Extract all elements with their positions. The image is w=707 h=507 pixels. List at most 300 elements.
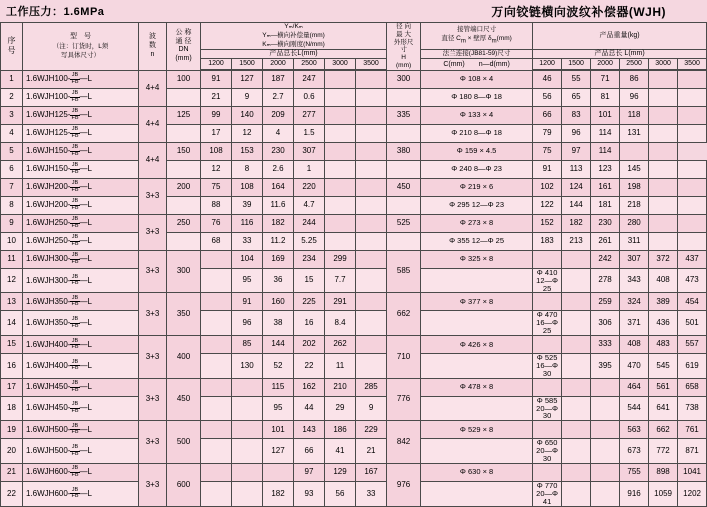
table-row <box>1 336 707 354</box>
cell-length-3500 <box>356 311 387 336</box>
cell-seq: 19 <box>1 421 23 439</box>
cell-wave-count: 4+4 <box>139 142 167 178</box>
cell-seq: 14 <box>1 311 23 336</box>
cell-length-3500: 167 <box>356 463 387 481</box>
cell-length-3500 <box>356 178 387 196</box>
cell-weight-1500 <box>562 311 591 336</box>
cell-length-2000: 169 <box>263 250 294 268</box>
cell-flange: Φ 240 8—Φ 23 <box>421 160 533 178</box>
table-row <box>1 88 707 106</box>
cell-weight-3000: 662 <box>649 421 678 439</box>
cell-weight-2500: 755 <box>620 463 649 481</box>
table-body <box>1 70 707 506</box>
cell-length-2000: 95 <box>263 396 294 421</box>
page-title: 万向铰链横向波纹补偿器(WJH) <box>491 4 666 19</box>
cell-weight-1500: 65 <box>562 88 591 106</box>
cell-length-3500 <box>356 232 387 250</box>
cell-seq: 6 <box>1 160 23 178</box>
flange-col-label: C(mm) n—d(mm) <box>421 58 533 70</box>
cell-length-3000 <box>325 178 356 196</box>
cell-dn: 250 <box>167 214 201 232</box>
cell-length-2000: 127 <box>263 439 294 464</box>
len-head-3000: 3000 <box>325 58 356 69</box>
cell-seq: 18 <box>1 396 23 421</box>
cell-flange: Φ 770 20—Φ 41 <box>533 481 562 506</box>
cell-length-1500 <box>232 439 263 464</box>
cell-length-3500 <box>356 268 387 293</box>
table-row <box>1 70 707 88</box>
cell-length-3500 <box>356 70 387 88</box>
col-dn: 公 称 通 径 DN (mm) <box>167 23 201 71</box>
cell-length-2500: 0.6 <box>294 88 325 106</box>
cell-dn: 500 <box>167 421 201 464</box>
cell-weight-2500: 408 <box>620 336 649 354</box>
cell-weight-3000: 436 <box>649 311 678 336</box>
cell-weight-1500: 144 <box>562 196 591 214</box>
cell-dn: 100 <box>167 70 201 88</box>
cell-length-1200 <box>201 421 232 439</box>
cell-length-3000: 29 <box>325 396 356 421</box>
cell-weight-1500: 83 <box>562 106 591 124</box>
cell-seq: 3 <box>1 106 23 124</box>
cell-weight-3000: 898 <box>649 463 678 481</box>
cell-length-3500 <box>356 250 387 268</box>
cell-flange: Φ 273 × 8 <box>421 214 533 232</box>
cell-weight-1500 <box>562 463 591 481</box>
cell-length-2000: 4 <box>263 124 294 142</box>
cell-wave-count: 4+4 <box>139 106 167 142</box>
table-row <box>1 268 707 293</box>
cell-weight-2000 <box>591 378 620 396</box>
col-weight-title: 产品重量(kg) <box>533 23 707 50</box>
cell-weight-1200: 46 <box>533 70 562 88</box>
cell-length-1500: 85 <box>232 336 263 354</box>
cell-length-1200 <box>201 378 232 396</box>
cell-seq: 17 <box>1 378 23 396</box>
cell-weight-1500 <box>562 481 591 506</box>
cell-weight-1200: 152 <box>533 214 562 232</box>
ykm-ratio: Yₘ/Kₘ <box>284 23 303 30</box>
cell-h <box>421 354 533 379</box>
cell-weight-2500: 280 <box>620 214 649 232</box>
cell-model: 1.6WJH200- $\frac{JB}{FB}$ —L <box>23 178 139 196</box>
cell-flange: Φ 426 × 8 <box>421 336 533 354</box>
cell-weight-3500: 619 <box>678 354 707 379</box>
cell-length-1500: 116 <box>232 214 263 232</box>
cell-length-1200: 88 <box>201 196 232 214</box>
cell-length-2000: 101 <box>263 421 294 439</box>
cell-length-2000: 160 <box>263 293 294 311</box>
cell-length-2500: 143 <box>294 421 325 439</box>
cell-length-2500: 97 <box>294 463 325 481</box>
cell-model: 1.6WJH250- $\frac{JB}{FB}$ —L <box>23 214 139 232</box>
cell-weight-2000 <box>591 481 620 506</box>
cell-weight-3500 <box>678 88 707 106</box>
cell-length-2000: 230 <box>263 142 294 160</box>
cell-model: 1.6WJH250- $\frac{JB}{FB}$ —L <box>23 232 139 250</box>
cell-weight-3000 <box>649 178 678 196</box>
col-model: 型 号 （注：订货时，L须 写具体尺寸） <box>23 23 139 71</box>
cell-weight-2500: 307 <box>620 250 649 268</box>
cell-length-3000 <box>325 214 356 232</box>
cell-length-2500: 44 <box>294 396 325 421</box>
cell-length-1500: 9 <box>232 88 263 106</box>
cell-flange: Φ 219 × 6 <box>421 178 533 196</box>
cell-weight-2000 <box>591 463 620 481</box>
table-row <box>1 378 707 396</box>
cell-length-3000: 262 <box>325 336 356 354</box>
col-seq: 序 号 <box>1 23 23 71</box>
cell-weight-3000 <box>649 70 678 88</box>
table-row <box>1 106 707 124</box>
cell-dn: 300 <box>167 250 201 293</box>
cell-length-3500: 9 <box>356 396 387 421</box>
table-row <box>1 142 707 160</box>
wt-head-2000: 2000 <box>591 58 620 69</box>
cell-length-1500: 153 <box>232 142 263 160</box>
cell-flange: Φ 470 16—Φ 25 <box>533 311 562 336</box>
cell-flange: Φ 410 12—Φ 25 <box>533 268 562 293</box>
cell-dn <box>167 124 201 142</box>
cell-model: 1.6WJH350- $\frac{JB}{FB}$ —L <box>23 311 139 336</box>
cell-flange: Φ 478 × 8 <box>421 378 533 396</box>
cell-length-3000 <box>325 196 356 214</box>
cell-h: 776 <box>387 378 421 421</box>
cell-seq: 4 <box>1 124 23 142</box>
cell-weight-1200: 91 <box>533 160 562 178</box>
cell-seq: 15 <box>1 336 23 354</box>
cell-weight-3000 <box>649 106 678 124</box>
cell-weight-1200 <box>533 378 562 396</box>
cell-wave-count: 3+3 <box>139 463 167 506</box>
cell-weight-2500: 916 <box>620 481 649 506</box>
table-row <box>1 421 707 439</box>
cell-length-3500 <box>356 354 387 379</box>
cell-weight-1200: 102 <box>533 178 562 196</box>
cell-length-2000: 2.7 <box>263 88 294 106</box>
cell-length-1500: 39 <box>232 196 263 214</box>
cell-flange: Φ 525 16—Φ 30 <box>533 354 562 379</box>
col-flange-standard: 法兰连接(JB81-59)尺寸 <box>421 50 533 58</box>
table-row <box>1 439 707 464</box>
cell-flange: Φ 325 × 8 <box>421 250 533 268</box>
cell-h: 710 <box>387 336 421 379</box>
cell-length-3000: 186 <box>325 421 356 439</box>
cell-seq: 20 <box>1 439 23 464</box>
cell-length-3000: 11 <box>325 354 356 379</box>
cell-weight-2500 <box>620 142 649 160</box>
cell-weight-3500 <box>678 232 707 250</box>
cell-length-1200: 76 <box>201 214 232 232</box>
cell-model: 1.6WJH500- $\frac{JB}{FB}$ —L <box>23 421 139 439</box>
cell-model: 1.6WJH450- $\frac{JB}{FB}$ —L <box>23 378 139 396</box>
col-ykm-title <box>201 23 387 50</box>
cell-model: 1.6WJH500- $\frac{JB}{FB}$ —L <box>23 439 139 464</box>
cell-length-3000 <box>325 142 356 160</box>
cell-length-2000: 187 <box>263 70 294 88</box>
cell-weight-2000: 81 <box>591 88 620 106</box>
cell-length-3500: 33 <box>356 481 387 506</box>
cell-length-2500: 4.7 <box>294 196 325 214</box>
cell-weight-1200 <box>533 293 562 311</box>
cell-weight-1500 <box>562 396 591 421</box>
cell-weight-3000: 1059 <box>649 481 678 506</box>
cell-seq: 10 <box>1 232 23 250</box>
cell-length-1200: 17 <box>201 124 232 142</box>
cell-length-3000 <box>325 124 356 142</box>
cell-weight-1500 <box>562 439 591 464</box>
cell-model: 1.6WJH125- $\frac{JB}{FB}$ —L <box>23 106 139 124</box>
cell-weight-3500 <box>678 178 707 196</box>
col-h: 径 向 最 大 外形尺 寸 H (mm) <box>387 23 421 71</box>
cell-weight-3500: 454 <box>678 293 707 311</box>
cell-h: 300 <box>387 70 421 88</box>
cell-length-1200: 12 <box>201 160 232 178</box>
cell-dn <box>201 439 232 464</box>
cell-length-1500 <box>232 378 263 396</box>
cell-length-3500 <box>356 293 387 311</box>
cell-length-3000: 8.4 <box>325 311 356 336</box>
km-desc: Kₘ—横向刚度(N/mm) <box>262 40 325 48</box>
page-header <box>0 0 672 22</box>
cell-weight-2000: 242 <box>591 250 620 268</box>
cell-weight-2000: 71 <box>591 70 620 88</box>
table-row <box>1 178 707 196</box>
cell-length-1500: 127 <box>232 70 263 88</box>
cell-length-1200: 21 <box>201 88 232 106</box>
cell-length-3000: 41 <box>325 439 356 464</box>
cell-weight-2000: 181 <box>591 196 620 214</box>
cell-weight-1500 <box>562 250 591 268</box>
cell-seq: 8 <box>1 196 23 214</box>
cell-length-1500 <box>232 481 263 506</box>
cell-weight-1500 <box>562 293 591 311</box>
cell-length-3500 <box>356 124 387 142</box>
cell-seq: 12 <box>1 268 23 293</box>
cell-weight-3000: 641 <box>649 396 678 421</box>
cell-weight-2500: 118 <box>620 106 649 124</box>
cell-length-3500 <box>356 336 387 354</box>
cell-weight-1200: 122 <box>533 196 562 214</box>
cell-h: 525 <box>387 214 421 232</box>
cell-h <box>421 481 533 506</box>
cell-length-3000: 7.7 <box>325 268 356 293</box>
cell-seq: 1 <box>1 70 23 88</box>
cell-length-2000: 164 <box>263 178 294 196</box>
cell-length-1500 <box>232 421 263 439</box>
cell-length-3000 <box>325 106 356 124</box>
cell-length-3500 <box>356 160 387 178</box>
cell-weight-2500: 464 <box>620 378 649 396</box>
cell-dn <box>167 88 201 106</box>
cell-dn: 125 <box>167 106 201 124</box>
cell-weight-3000 <box>649 214 678 232</box>
cell-h <box>421 396 533 421</box>
cell-h: 585 <box>387 250 421 293</box>
cell-h <box>387 88 421 106</box>
len-head-2500: 2500 <box>294 58 325 69</box>
cell-length-2500: 307 <box>294 142 325 160</box>
table-row <box>1 250 707 268</box>
cell-weight-3500: 1041 <box>678 463 707 481</box>
cell-length-2500: 220 <box>294 178 325 196</box>
cell-weight-3500 <box>678 160 707 178</box>
len-head-3500: 3500 <box>356 58 387 69</box>
cell-length-1200: 68 <box>201 232 232 250</box>
cell-weight-1200: 66 <box>533 106 562 124</box>
cell-weight-1500: 113 <box>562 160 591 178</box>
cell-weight-1500: 124 <box>562 178 591 196</box>
cell-weight-2500: 544 <box>620 396 649 421</box>
wt-head-3500: 3500 <box>678 58 707 69</box>
cell-flange: Φ 650 20—Φ 30 <box>533 439 562 464</box>
cell-dn <box>167 160 201 178</box>
cell-length-2500: 1 <box>294 160 325 178</box>
cell-flange: Φ 180 8—Φ 18 <box>421 88 533 106</box>
cell-length-2500: 66 <box>294 439 325 464</box>
cell-weight-3000 <box>649 124 678 142</box>
cell-length-3000: 291 <box>325 293 356 311</box>
cell-length-2500: 15 <box>294 268 325 293</box>
cell-weight-3000: 772 <box>649 439 678 464</box>
cell-weight-3500 <box>678 214 707 232</box>
cell-weight-2000: 230 <box>591 214 620 232</box>
cell-flange: Φ 133 × 4 <box>421 106 533 124</box>
cell-length-1200 <box>201 250 232 268</box>
cell-length-3000: 210 <box>325 378 356 396</box>
cell-weight-3000 <box>649 88 678 106</box>
cell-seq: 2 <box>1 88 23 106</box>
cell-weight-2500: 371 <box>620 311 649 336</box>
cell-weight-3500: 473 <box>678 268 707 293</box>
cell-length-2000: 115 <box>263 378 294 396</box>
cell-length-1200 <box>201 463 232 481</box>
len-head-1200: 1200 <box>201 58 232 69</box>
cell-length-2000: 2.6 <box>263 160 294 178</box>
cell-length-3500 <box>356 106 387 124</box>
cell-flange: Φ 210 8—Φ 18 <box>421 124 533 142</box>
cell-h <box>421 311 533 336</box>
cell-model: 1.6WJH300- $\frac{JB}{FB}$ —L <box>23 250 139 268</box>
ym-desc: Yₘ—横向补偿量(mm) <box>262 31 325 39</box>
cell-weight-1500 <box>562 421 591 439</box>
cell-h <box>387 232 421 250</box>
cell-weight-2500: 470 <box>620 354 649 379</box>
cell-wave-count: 4+4 <box>139 70 167 106</box>
cell-weight-3000 <box>649 196 678 214</box>
cell-weight-2500: 218 <box>620 196 649 214</box>
cell-seq: 16 <box>1 354 23 379</box>
cell-h: 662 <box>387 293 421 336</box>
cell-length-3000 <box>325 88 356 106</box>
cell-wave-count: 3+3 <box>139 250 167 293</box>
cell-length-2500: 225 <box>294 293 325 311</box>
cell-model: 1.6WJH600- $\frac{JB}{FB}$ —L <box>23 481 139 506</box>
cell-length-1200: 91 <box>201 70 232 88</box>
col-total-length-title: 产品总长L(mm) <box>201 50 387 58</box>
table-row <box>1 124 707 142</box>
cell-weight-3000: 372 <box>649 250 678 268</box>
cell-seq: 11 <box>1 250 23 268</box>
cell-weight-1200 <box>533 336 562 354</box>
cell-flange: Φ 355 12—Φ 25 <box>421 232 533 250</box>
cell-length-1500: 91 <box>232 293 263 311</box>
cell-weight-2000 <box>591 421 620 439</box>
cell-weight-3500: 738 <box>678 396 707 421</box>
cell-flange: Φ 108 × 4 <box>421 70 533 88</box>
cell-weight-3500: 557 <box>678 336 707 354</box>
cell-weight-3000: 561 <box>649 378 678 396</box>
cell-length-1200: 75 <box>201 178 232 196</box>
cell-weight-3500 <box>678 124 707 142</box>
cell-seq: 9 <box>1 214 23 232</box>
table-row <box>1 354 707 379</box>
len-head-2000: 2000 <box>263 58 294 69</box>
cell-wave-count: 3+3 <box>139 178 167 214</box>
cell-weight-1500 <box>562 336 591 354</box>
cell-length-2000: 144 <box>263 336 294 354</box>
cell-length-1500: 96 <box>232 311 263 336</box>
cell-weight-3000 <box>649 160 678 178</box>
cell-length-2000: 36 <box>263 268 294 293</box>
cell-h <box>387 160 421 178</box>
cell-weight-1500 <box>562 268 591 293</box>
cell-weight-3500 <box>678 106 707 124</box>
cell-length-3500 <box>356 214 387 232</box>
cell-weight-3000: 408 <box>649 268 678 293</box>
table-row <box>1 160 707 178</box>
cell-length-2500: 247 <box>294 70 325 88</box>
cell-length-3000 <box>325 70 356 88</box>
cell-seq: 5 <box>1 142 23 160</box>
cell-weight-1500: 97 <box>562 142 591 160</box>
table-row <box>1 232 707 250</box>
cell-wave-count: 3+3 <box>139 293 167 336</box>
col-weight-length-title: 产品总长 L(mm) <box>533 50 707 58</box>
cell-length-3500: 21 <box>356 439 387 464</box>
pressure-label: 工作压力：1.6MPa <box>6 6 105 18</box>
cell-seq: 13 <box>1 293 23 311</box>
cell-length-2000: 209 <box>263 106 294 124</box>
cell-weight-2000: 161 <box>591 178 620 196</box>
cell-length-2000: 52 <box>263 354 294 379</box>
cell-flange: Φ 529 × 8 <box>421 421 533 439</box>
cell-length-2500: 202 <box>294 336 325 354</box>
cell-weight-1200: 56 <box>533 88 562 106</box>
cell-length-2500: 234 <box>294 250 325 268</box>
cell-weight-3000 <box>649 142 678 160</box>
cell-length-1500: 95 <box>232 268 263 293</box>
cell-model: 1.6WJH400- $\frac{JB}{FB}$ —L <box>23 354 139 379</box>
cell-weight-2000: 306 <box>591 311 620 336</box>
cell-dn: 400 <box>167 336 201 379</box>
cell-length-3500 <box>356 88 387 106</box>
cell-weight-1200: 75 <box>533 142 562 160</box>
cell-model: 1.6WJH150- $\frac{JB}{FB}$ —L <box>23 142 139 160</box>
cell-dn: 450 <box>167 378 201 421</box>
cell-length-2000: 11.2 <box>263 232 294 250</box>
cell-length-1200: 99 <box>201 106 232 124</box>
cell-length-2500: 93 <box>294 481 325 506</box>
cell-length-3000 <box>325 232 356 250</box>
cell-length-3500 <box>356 196 387 214</box>
cell-weight-3500: 871 <box>678 439 707 464</box>
cell-length-2500: 1.5 <box>294 124 325 142</box>
cell-length-1200 <box>201 336 232 354</box>
cell-length-1500: 108 <box>232 178 263 196</box>
cell-h <box>421 268 533 293</box>
cell-length-1200 <box>201 293 232 311</box>
